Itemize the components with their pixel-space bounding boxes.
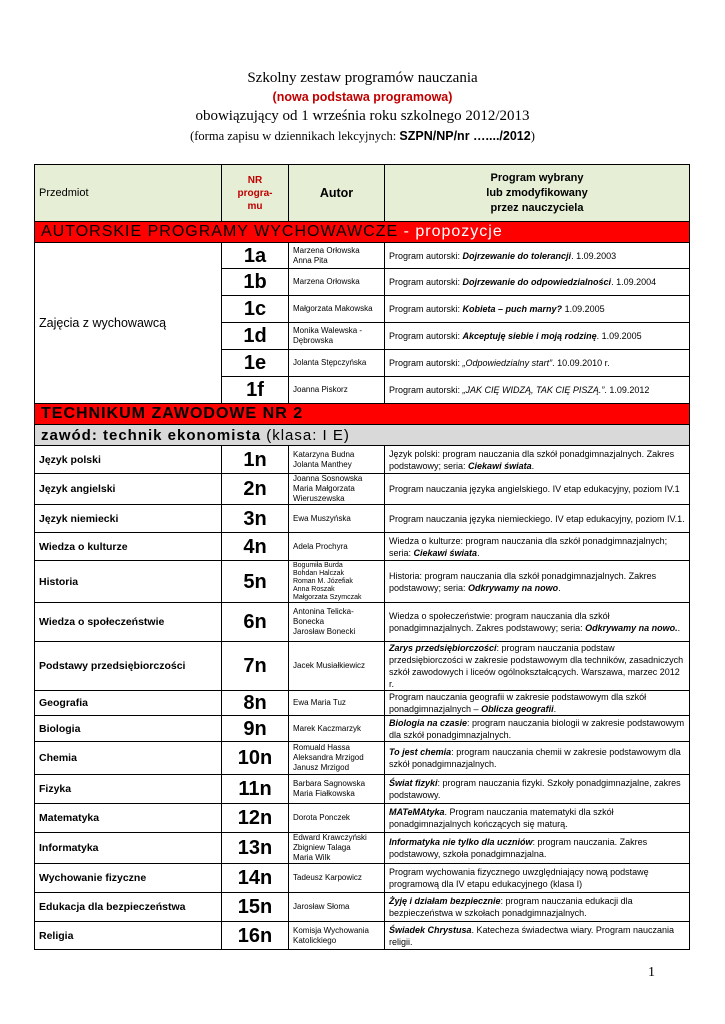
author-name: Bohdan Halczak	[293, 569, 344, 577]
program-code: 11n	[222, 775, 289, 804]
author-cell	[289, 350, 385, 377]
author-cell	[289, 505, 385, 533]
author-name: Janusz Mrzigod	[293, 763, 350, 772]
author-name: Aleksandra Mrzigod	[293, 753, 364, 762]
author-cell	[289, 804, 385, 833]
program-code: 5n	[222, 561, 289, 603]
table-row	[35, 505, 690, 533]
program-cell	[385, 505, 690, 533]
program-code: 15n	[222, 893, 289, 922]
document-title: Szkolny zestaw programów nauczania	[247, 70, 478, 86]
subject-cell: Fizyka	[35, 775, 222, 804]
table-row	[35, 804, 690, 833]
program-code: 1n	[222, 446, 289, 474]
program-text: . Program nauczania matematyki dla szkół ponadgimnazjalnych kończących się maturą.	[389, 807, 614, 829]
program-text: Program nauczania geografii w zakresie podstawowym dla szkół ponadgimnazjalnych –	[389, 692, 647, 714]
program-text: : program nauczania biologii w zakresie podstawowym dla szkół ponadgimnazjalnych.	[389, 717, 685, 740]
table-row	[35, 474, 690, 505]
program-text: Historia: program nauczania dla szkół ponadgimnazjalnych. Zakres podstawowy; seria:	[389, 570, 657, 593]
author-name: Barbara Sagnowska	[293, 779, 366, 788]
author-cell	[289, 893, 385, 922]
column-header-author: Autor	[289, 165, 385, 222]
author-name: Maria Fiałkowska	[293, 789, 355, 798]
program-text: : program nauczania chemii w zakresie podstawowym dla szkół ponadgimnazjalnych.	[389, 747, 681, 769]
table-row	[35, 775, 690, 804]
program-suffix: .	[553, 704, 557, 714]
subject-cell: Biologia	[35, 716, 222, 742]
program-cell	[385, 603, 690, 642]
table-row	[35, 642, 690, 691]
author-name: Antonina Telicka-	[293, 607, 354, 616]
program-code: 9n	[222, 716, 289, 742]
author-cell	[289, 922, 385, 950]
author-cell	[289, 323, 385, 350]
program-code: 1c	[222, 296, 289, 323]
author-name: Adela Prochyra	[293, 541, 348, 551]
subject-cell: Edukacja dla bezpieczeństwa	[35, 893, 222, 922]
program-code: 3n	[222, 505, 289, 533]
program-code: 1f	[222, 377, 289, 404]
table-row	[35, 716, 690, 742]
program-series: Odkrywamy na nowo	[468, 582, 559, 593]
author-name: Joanna Sosnowska	[293, 474, 363, 483]
program-code: 2n	[222, 474, 289, 505]
author-name: Katarzyna Budna	[293, 449, 355, 459]
table-row	[35, 603, 690, 642]
author-name: Ewa Muszyńska	[293, 513, 351, 523]
table-row	[35, 893, 690, 922]
program-code: 6n	[222, 603, 289, 642]
program-cell	[385, 716, 690, 742]
author-cell	[289, 864, 385, 893]
program-code: 16n	[222, 922, 289, 950]
author-name: Ewa Maria Tuz	[293, 698, 346, 707]
programs-table	[34, 164, 690, 950]
author-cell	[289, 742, 385, 775]
program-suffix: .	[558, 582, 561, 593]
table-header-row	[35, 165, 690, 222]
author-cell	[289, 243, 385, 269]
profession-class: (klasa: I E)	[261, 426, 350, 444]
author-cell	[289, 296, 385, 323]
subject-cell: Język angielski	[35, 474, 222, 505]
author-cell	[289, 474, 385, 505]
program-cell	[385, 561, 690, 603]
program-code: 1b	[222, 269, 289, 296]
column-header-program: Program wybrany lub zmodyfikowany przez nauczyciela	[385, 165, 690, 222]
table-row	[35, 864, 690, 893]
program-title: „Odpowiedzialny start”	[462, 358, 553, 368]
table-row	[35, 533, 690, 561]
program-text: Program nauczania języka angielskiego. IV etap edukacyjny, poziom IV.1	[389, 484, 680, 494]
program-text: Program autorski:	[389, 250, 463, 261]
program-text: : program nauczania edukacji dla bezpieczeństwa w szkołach ponadgimnazjalnych.	[389, 896, 633, 918]
section-header-technikum	[35, 404, 690, 425]
subject-cell: Język polski	[35, 446, 222, 474]
author-name: Anna Pita	[293, 255, 328, 265]
program-cell	[385, 243, 690, 269]
form-code-line	[0, 129, 725, 144]
table-row	[35, 742, 690, 775]
program-cell	[385, 864, 690, 893]
program-date: . 10.09.2010 r.	[552, 358, 610, 368]
profession-row	[35, 425, 690, 446]
program-cell	[385, 922, 690, 950]
author-cell	[289, 775, 385, 804]
author-name: Roman M. Józefiak	[293, 577, 353, 585]
author-name: Monika Walewska -	[293, 326, 363, 335]
program-text: Wiedza o kulturze: program nauczania dla szkół ponadgimnazjalnych; seria:	[389, 535, 668, 558]
author-name: Jarosław Bonecki	[293, 627, 356, 636]
program-code: 1a	[222, 243, 289, 269]
program-series: Oblicza geografii	[481, 704, 554, 714]
program-text: Program autorski:	[389, 331, 463, 341]
column-header-subject: Przedmiot	[35, 165, 222, 222]
form-suffix: )	[530, 129, 535, 143]
author-cell	[289, 691, 385, 716]
program-title: Zarys przedsiębiorczości	[389, 643, 497, 653]
program-cell	[385, 296, 690, 323]
author-cell	[289, 377, 385, 404]
program-title: Świadek Chrystusa	[389, 924, 472, 935]
program-series: Ciekawi świata	[413, 547, 478, 558]
program-text: Program autorski:	[389, 358, 463, 368]
program-series: Odkrywamy na nowo.	[585, 623, 678, 633]
author-name: Tadeusz Karpowicz	[293, 873, 362, 882]
program-text: Program autorski:	[389, 304, 463, 314]
author-name: Małgorzata Szymczak	[293, 593, 362, 601]
program-cell	[385, 742, 690, 775]
author-name: Joanna Piskorz	[293, 385, 348, 394]
program-cell	[385, 269, 690, 296]
table-row-autorskie	[35, 243, 690, 269]
program-code: 14n	[222, 864, 289, 893]
author-name: Jolanta Manthey	[293, 459, 352, 469]
author-name: Małgorzata Makowska	[293, 304, 373, 313]
program-date: . 1.09.2003	[571, 250, 617, 261]
program-title: Akceptuję siebie i moją rodzinę	[462, 331, 597, 341]
author-cell	[289, 269, 385, 296]
program-title: Kobieta – puch marny?	[462, 304, 563, 314]
program-date: 1.09.2005	[562, 304, 605, 314]
program-title: Dojrzewanie do tolerancji	[462, 250, 572, 261]
program-series: Ciekawi świata	[468, 460, 532, 471]
program-cell	[385, 474, 690, 505]
author-name: Maria Wilk	[293, 853, 331, 862]
author-cell	[289, 833, 385, 864]
program-title: Dojrzewanie do odpowiedzialności	[462, 277, 612, 287]
author-name: Bogumiła Burda	[293, 561, 343, 569]
subject-cell: Zajęcia z wychowawcą	[35, 243, 222, 404]
subject-cell: Geografia	[35, 691, 222, 716]
program-text: Program nauczania języka niemieckiego. IV etap edukacyjny, poziom IV.1.	[389, 513, 685, 524]
subject-cell: Chemia	[35, 742, 222, 775]
subject-cell: Wiedza o kulturze	[35, 533, 222, 561]
program-code: 10n	[222, 742, 289, 775]
program-code: 8n	[222, 691, 289, 716]
author-name: Katolickiego	[293, 935, 337, 945]
validity-line: obowiązujący od 1 września roku szkolnego 2012/2013	[195, 108, 530, 124]
program-cell	[385, 804, 690, 833]
program-title: MATeMAtyka	[389, 807, 445, 817]
program-cell	[385, 446, 690, 474]
form-prefix: (forma zapisu w dziennikach lekcyjnych:	[190, 129, 400, 143]
table-row	[35, 561, 690, 603]
program-code: 13n	[222, 833, 289, 864]
program-text: Wiedza o społeczeństwie: program nauczania dla szkół ponadgimnazjalnych. Zakres podstawowy; seria:	[389, 611, 610, 633]
program-code: 1d	[222, 323, 289, 350]
program-text: Program wychowania fizycznego uwzględniający nową podstawę programową dla IV etapu edukacyjnego (klasa I)	[389, 867, 649, 889]
program-title: Żyję i działam bezpiecznie	[389, 896, 501, 906]
author-name: Dorota Ponczek	[293, 813, 350, 822]
author-name: Edward Krawczyński	[293, 833, 367, 842]
section-title-autorskie: AUTORSKIE PROGRAMY WYCHOWAWCZE	[41, 223, 399, 240]
subject-cell: Wiedza o społeczeństwie	[35, 603, 222, 642]
author-cell	[289, 716, 385, 742]
author-name: Jacek Musiałkiewicz	[293, 661, 366, 670]
author-name: Komisja Wychowania	[293, 925, 369, 935]
program-cell	[385, 691, 690, 716]
subject-cell: Historia	[35, 561, 222, 603]
author-cell	[289, 642, 385, 691]
program-code: 4n	[222, 533, 289, 561]
table-row	[35, 922, 690, 950]
author-cell	[289, 446, 385, 474]
profession-name: zawód: technik ekonomista	[41, 426, 262, 444]
author-name: Marek Kaczmarzyk	[293, 723, 362, 733]
program-suffix: .	[531, 460, 535, 471]
table-row	[35, 833, 690, 864]
column-header-nr: NR progra- mu	[222, 165, 289, 222]
program-suffix: .	[677, 623, 681, 633]
program-text: Program autorski:	[389, 385, 463, 395]
section-title-technikum: TECHNIKUM ZAWODOWE NR 2	[41, 405, 304, 422]
subject-cell: Wychowanie fizyczne	[35, 864, 222, 893]
program-cell	[385, 533, 690, 561]
program-cell	[385, 893, 690, 922]
program-text: : program nauczania. Zakres podstawowy, szkoła ponadgimnazjalna.	[389, 837, 648, 859]
program-cell	[385, 377, 690, 404]
program-title: Świat fizyki	[389, 778, 438, 788]
author-name: Romuald Hassa	[293, 743, 350, 752]
program-code: 12n	[222, 804, 289, 833]
form-code: SZPN/NP/nr …..../2012	[399, 129, 531, 143]
page-number: 1	[648, 965, 655, 980]
subject-cell: Religia	[35, 922, 222, 950]
program-cell	[385, 642, 690, 691]
author-name: Bonecka	[293, 617, 325, 626]
program-code: 7n	[222, 642, 289, 691]
author-name: Zbigniew Talaga	[293, 843, 351, 852]
author-cell	[289, 561, 385, 603]
document-subtitle: (nowa podstawa programowa)	[272, 90, 453, 104]
program-text: Program autorski:	[389, 277, 463, 287]
author-name: Wieruszewska	[293, 494, 345, 503]
program-text: . Katecheza świadectwa wiary. Program nauczania religii.	[389, 924, 674, 947]
program-title: To jest chemia	[389, 747, 452, 757]
program-text: Język polski: program nauczania dla szkół ponadgimnazjalnych. Zakres podstawowy; seria:	[389, 448, 675, 471]
author-name: Dębrowska	[293, 336, 334, 345]
section-suffix: - propozycje	[398, 223, 503, 240]
section-header-autorskie	[35, 222, 690, 243]
program-date: . 1.09.2004	[611, 277, 657, 287]
program-cell	[385, 323, 690, 350]
author-cell	[289, 533, 385, 561]
program-cell	[385, 350, 690, 377]
program-title: „JAK CIĘ WIDZĄ, TAK CIĘ PISZĄ.”	[462, 385, 605, 395]
subject-cell: Matematyka	[35, 804, 222, 833]
author-name: Anna Roszak	[293, 585, 335, 593]
program-date: . 1.09.2012	[604, 385, 650, 395]
author-name: Jarosław Słoma	[293, 902, 350, 911]
program-date: . 1.09.2005	[596, 331, 642, 341]
subject-cell: Informatyka	[35, 833, 222, 864]
author-name: Maria Małgorzata	[293, 484, 355, 493]
program-cell	[385, 833, 690, 864]
subject-cell: Język niemiecki	[35, 505, 222, 533]
author-name: Jolanta Stępczyńska	[293, 358, 367, 367]
program-text: : program nauczania podstaw przedsiębiorczości w zakresie podstawowym dla techników, zasadniczych szkół zawodowych i liceów ogólnokształcących. Warszawa, marzec 2012 r.	[389, 643, 684, 689]
author-name: Marzena Orłowska	[293, 277, 360, 286]
table-row	[35, 446, 690, 474]
program-cell	[385, 775, 690, 804]
table-row	[35, 691, 690, 716]
author-cell	[289, 603, 385, 642]
program-title: Biologia na czasie	[389, 717, 468, 728]
program-title: Informatyka nie tylko dla uczniów	[389, 837, 533, 847]
program-suffix: .	[477, 547, 480, 558]
program-code: 1e	[222, 350, 289, 377]
program-text: : program nauczania fizyki. Szkoły ponadgimnazjalne, zakres podstawowy.	[389, 778, 681, 800]
author-name: Marzena Orłowska	[293, 245, 360, 255]
subject-cell: Podstawy przedsiębiorczości	[35, 642, 222, 691]
